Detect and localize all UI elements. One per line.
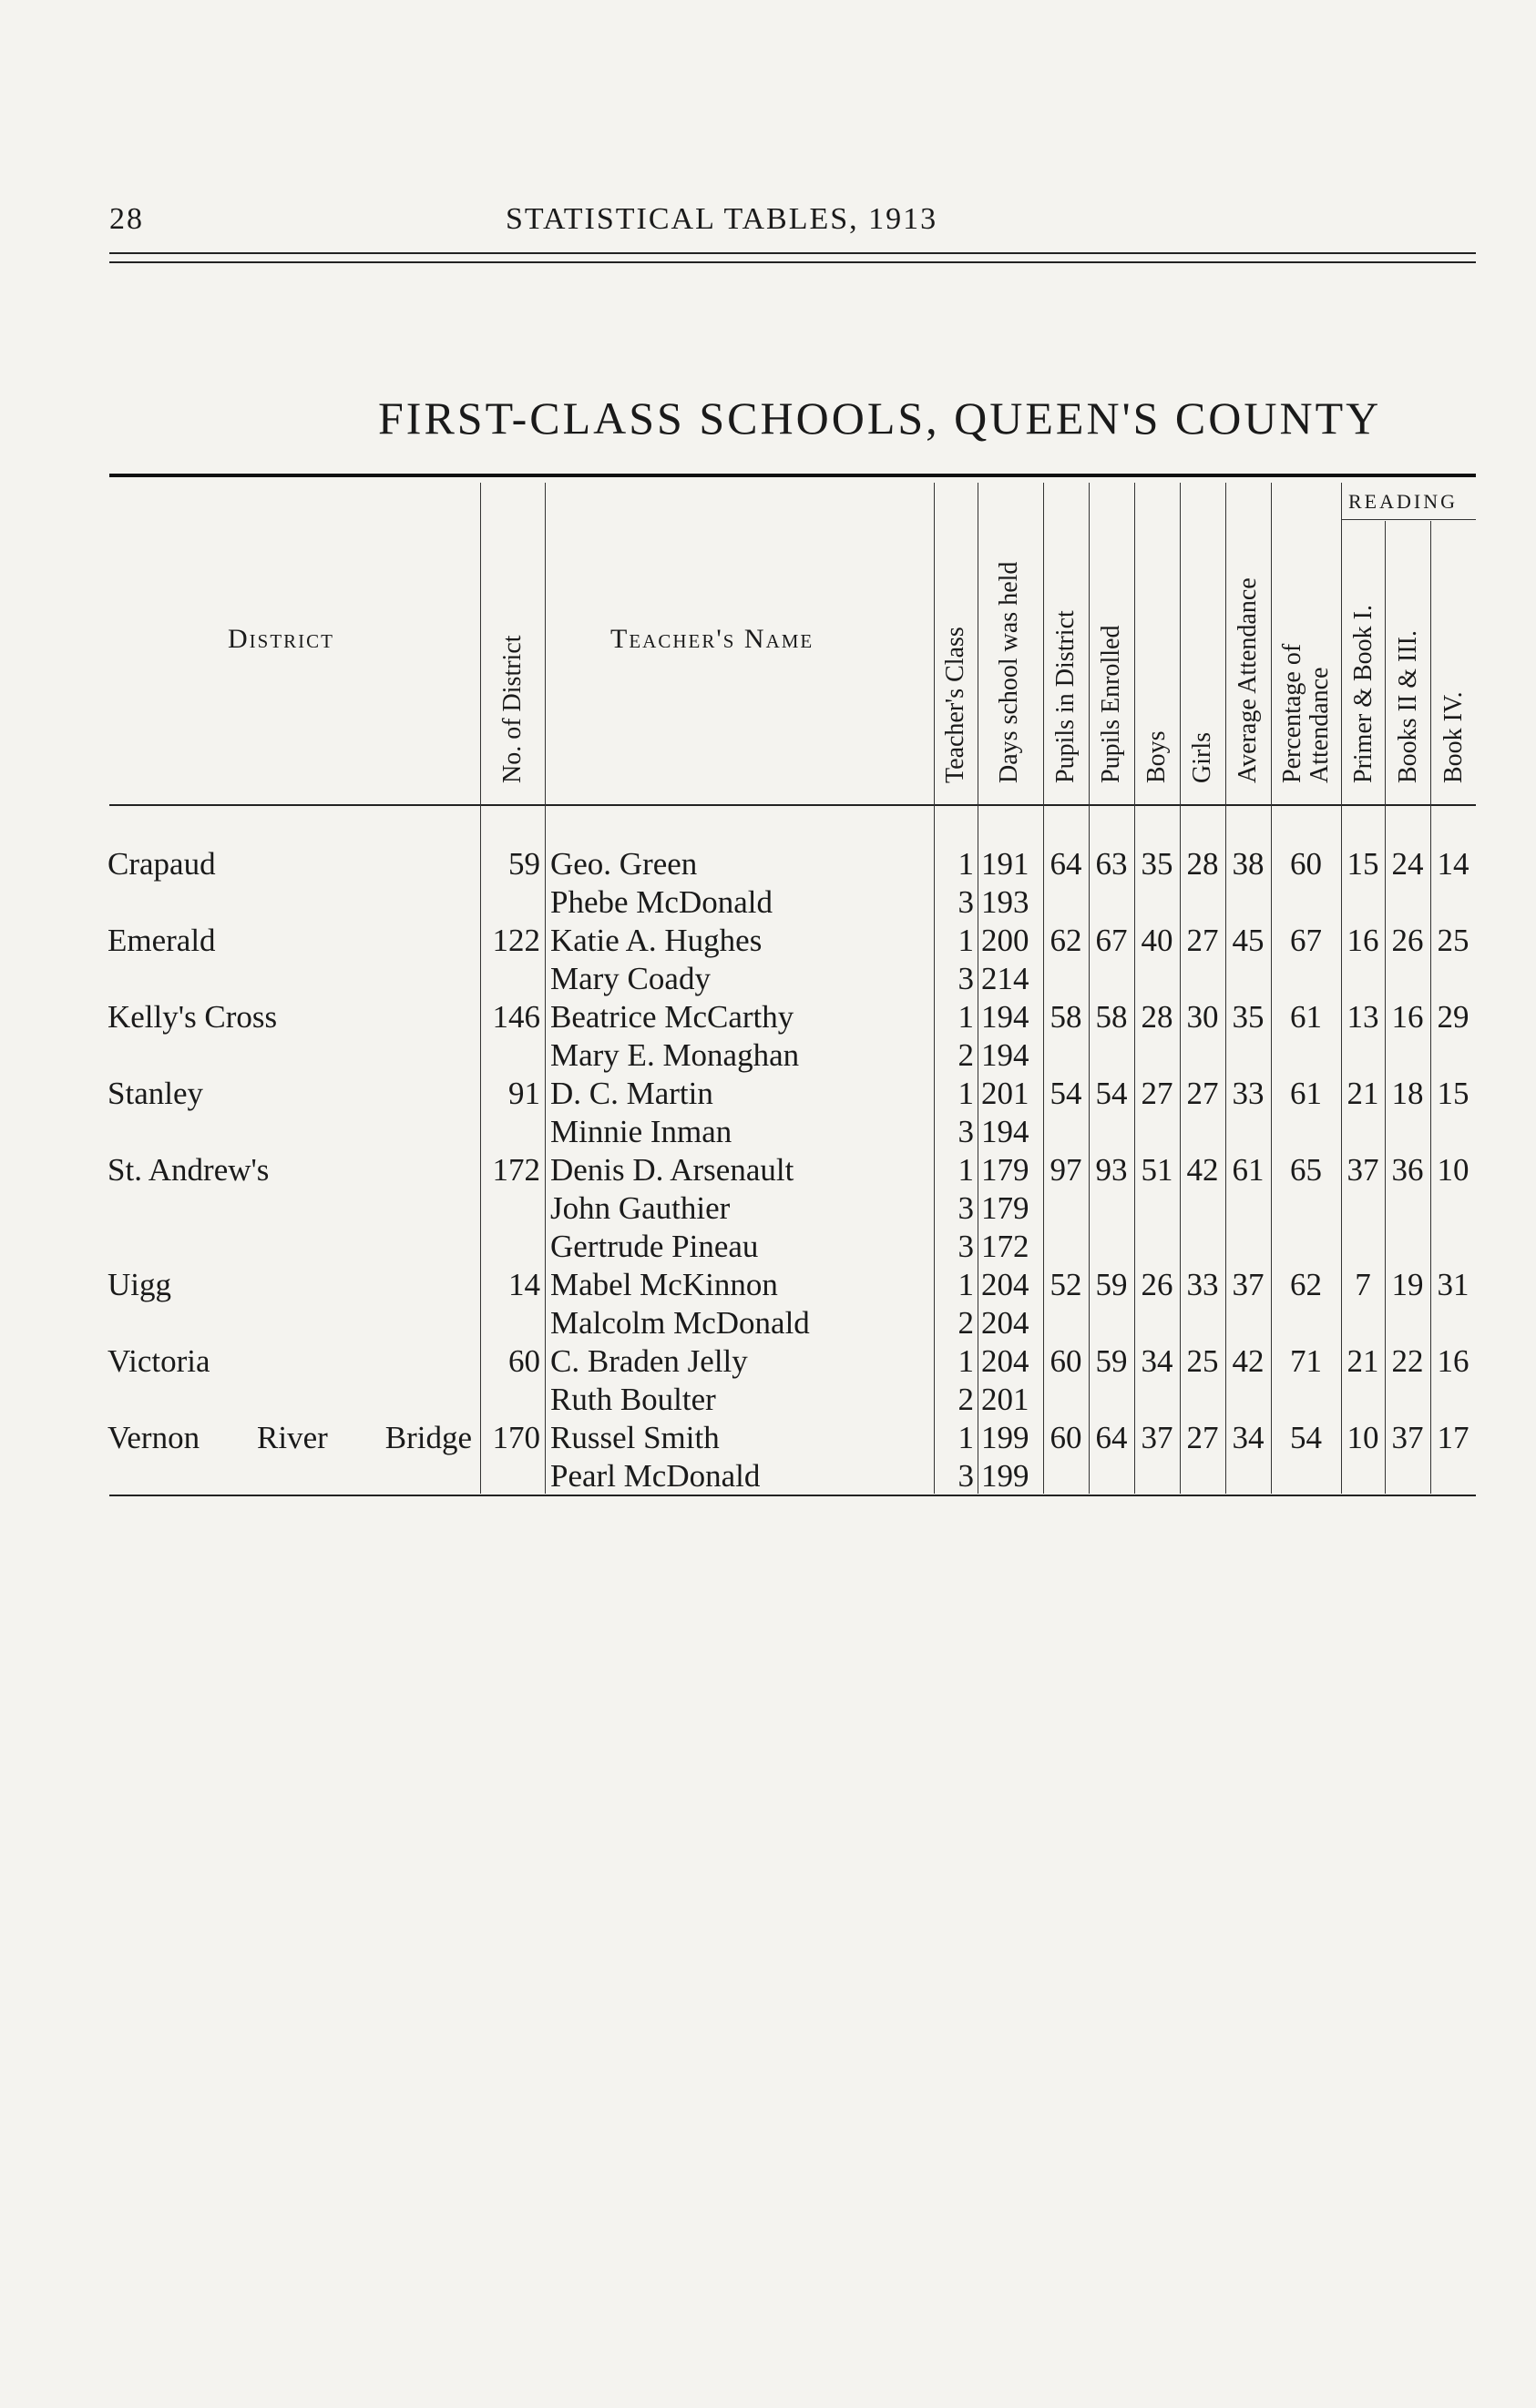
cell-book-4: 25 (1437, 923, 1469, 958)
cell-pupils-in-district: 52 (1050, 1267, 1082, 1302)
cell-teacher-class: 1 (957, 999, 974, 1035)
cell-primer-book-1: 10 (1347, 1420, 1379, 1455)
cell-days-held: 194 (981, 999, 1029, 1035)
cell-teacher-class: 3 (957, 1190, 974, 1226)
cell-teacher-name: Mary Coady (550, 961, 711, 996)
cell-boys: 26 (1141, 1267, 1173, 1302)
cell-book-4: 16 (1437, 1343, 1469, 1379)
cell-district: Uigg (108, 1267, 171, 1302)
cell-primer-book-1: 21 (1347, 1343, 1379, 1379)
header-girls: Girls (1188, 732, 1216, 783)
cell-teacher-name: D. C. Martin (550, 1076, 713, 1111)
header-teacher-class: Teacher's Class (941, 627, 969, 783)
cell-teacher-class: 1 (957, 1076, 974, 1111)
cell-pupils-enrolled: 59 (1095, 1343, 1128, 1379)
cell-district: Crapaud (108, 846, 216, 882)
cell-boys: 40 (1141, 923, 1173, 958)
cell-district: Kelly's Cross (108, 999, 278, 1035)
cell-average-attendance: 37 (1232, 1267, 1265, 1302)
cell-girls: 27 (1186, 923, 1219, 958)
cell-boys: 27 (1141, 1076, 1173, 1111)
page-number: 28 (109, 202, 144, 236)
cell-teacher-class: 1 (957, 1343, 974, 1379)
header-percentage-line1: Percentage of (1278, 643, 1306, 783)
cell-book-4: 31 (1437, 1267, 1469, 1302)
cell-books-2-3: 22 (1391, 1343, 1424, 1379)
cell-district: Emerald (108, 923, 216, 958)
running-title: STATISTICAL TABLES, 1913 (506, 202, 938, 236)
cell-teacher-class: 3 (957, 1114, 974, 1149)
cell-days-held: 201 (981, 1076, 1029, 1111)
cell-district: Vernon River Bridge (108, 1420, 472, 1455)
cell-teacher-name: C. Braden Jelly (550, 1343, 748, 1379)
cell-primer-book-1: 15 (1347, 846, 1379, 882)
cell-books-2-3: 19 (1391, 1267, 1424, 1302)
cell-primer-book-1: 16 (1347, 923, 1379, 958)
cell-girls: 42 (1186, 1152, 1219, 1188)
cell-percentage-attendance: 65 (1290, 1152, 1322, 1188)
cell-boys: 51 (1141, 1152, 1173, 1188)
cell-girls: 27 (1186, 1420, 1219, 1455)
cell-girls: 28 (1186, 846, 1219, 882)
cell-teacher-class: 1 (957, 1420, 974, 1455)
cell-no-of-district: 122 (492, 923, 540, 958)
cell-books-2-3: 18 (1391, 1076, 1424, 1111)
cell-no-of-district: 146 (492, 999, 540, 1035)
cell-days-held: 204 (981, 1267, 1029, 1302)
cell-teacher-class: 3 (957, 1229, 974, 1264)
cell-days-held: 199 (981, 1420, 1029, 1455)
cell-days-held: 199 (981, 1458, 1029, 1494)
cell-primer-book-1: 13 (1347, 999, 1379, 1035)
cell-percentage-attendance: 61 (1290, 1076, 1322, 1111)
cell-primer-book-1: 21 (1347, 1076, 1379, 1111)
cell-percentage-attendance: 67 (1290, 923, 1322, 958)
cell-book-4: 10 (1437, 1152, 1469, 1188)
cell-average-attendance: 42 (1232, 1343, 1265, 1379)
cell-teacher-name: Minnie Inman (550, 1114, 732, 1149)
cell-teacher-name: Katie A. Hughes (550, 923, 763, 958)
cell-no-of-district: 91 (508, 1076, 540, 1111)
cell-teacher-name: Russel Smith (550, 1420, 720, 1455)
cell-books-2-3: 26 (1391, 923, 1424, 958)
header-average-attendance: Average Attendance (1234, 577, 1262, 783)
cell-girls: 33 (1186, 1267, 1219, 1302)
cell-pupils-in-district: 97 (1050, 1152, 1082, 1188)
cell-pupils-enrolled: 54 (1095, 1076, 1128, 1111)
cell-district: Stanley (108, 1076, 203, 1111)
cell-boys: 37 (1141, 1420, 1173, 1455)
cell-teacher-name: John Gauthier (550, 1190, 731, 1226)
cell-days-held: 179 (981, 1152, 1029, 1188)
cell-days-held: 204 (981, 1343, 1029, 1379)
cell-no-of-district: 14 (508, 1267, 540, 1302)
cell-teacher-name: Ruth Boulter (550, 1382, 716, 1417)
cell-primer-book-1: 7 (1355, 1267, 1371, 1302)
cell-teacher-class: 3 (957, 961, 974, 996)
cell-teacher-name: Phebe McDonald (550, 884, 773, 920)
cell-days-held: 193 (981, 884, 1029, 920)
cell-teacher-class: 1 (957, 923, 974, 958)
cell-pupils-enrolled: 64 (1095, 1420, 1128, 1455)
table-title: FIRST-CLASS SCHOOLS, QUEEN'S COUNTY (378, 393, 1382, 444)
cell-teacher-class: 3 (957, 884, 974, 920)
cell-teacher-class: 2 (957, 1305, 974, 1341)
cell-average-attendance: 38 (1232, 846, 1265, 882)
header-reading: READING (1348, 490, 1458, 513)
cell-days-held: 201 (981, 1382, 1029, 1417)
cell-days-held: 204 (981, 1305, 1029, 1341)
header-primer-book-1: Primer & Book I. (1349, 605, 1377, 783)
cell-pupils-in-district: 54 (1050, 1076, 1082, 1111)
cell-percentage-attendance: 54 (1290, 1420, 1322, 1455)
header-rule-bottom (109, 261, 1476, 263)
cell-books-2-3: 24 (1391, 846, 1424, 882)
header-pupils-in-district: Pupils in District (1051, 610, 1080, 783)
cell-percentage-attendance: 71 (1290, 1343, 1322, 1379)
cell-teacher-class: 1 (957, 1152, 974, 1188)
cell-district: Victoria (108, 1343, 210, 1379)
cell-teacher-name: Gertrude Pineau (550, 1229, 759, 1264)
header-percentage-line2: Attendance (1306, 667, 1334, 783)
cell-days-held: 172 (981, 1229, 1029, 1264)
cell-teacher-class: 1 (957, 846, 974, 882)
cell-teacher-name: Pearl McDonald (550, 1458, 761, 1494)
reading-rule (1341, 519, 1476, 520)
header-boys: Boys (1142, 730, 1171, 783)
cell-average-attendance: 35 (1232, 999, 1265, 1035)
cell-primer-book-1: 37 (1347, 1152, 1379, 1188)
running-head (109, 202, 1476, 239)
cell-percentage-attendance: 62 (1290, 1267, 1322, 1302)
cell-teacher-class: 3 (957, 1458, 974, 1494)
column-rule (545, 483, 546, 1494)
cell-teacher-class: 1 (957, 1267, 974, 1302)
cell-average-attendance: 45 (1232, 923, 1265, 958)
cell-books-2-3: 16 (1391, 999, 1424, 1035)
cell-pupils-in-district: 60 (1050, 1420, 1082, 1455)
cell-pupils-enrolled: 93 (1095, 1152, 1128, 1188)
cell-days-held: 194 (981, 1114, 1029, 1149)
cell-book-4: 29 (1437, 999, 1469, 1035)
cell-days-held: 200 (981, 923, 1029, 958)
cell-teacher-name: Beatrice McCarthy (550, 999, 794, 1035)
cell-days-held: 179 (981, 1190, 1029, 1226)
cell-days-held: 191 (981, 846, 1029, 882)
cell-boys: 28 (1141, 999, 1173, 1035)
cell-girls: 27 (1186, 1076, 1219, 1111)
cell-pupils-in-district: 62 (1050, 923, 1082, 958)
cell-book-4: 17 (1437, 1420, 1469, 1455)
cell-district: St. Andrew's (108, 1152, 270, 1188)
cell-teacher-name: Mabel McKinnon (550, 1267, 778, 1302)
header-books-2-3: Books II & III. (1394, 630, 1422, 783)
cell-percentage-attendance: 61 (1290, 999, 1322, 1035)
cell-percentage-attendance: 60 (1290, 846, 1322, 882)
cell-days-held: 214 (981, 961, 1029, 996)
header-teacher-name: Teacher's Name (610, 624, 814, 654)
cell-pupils-in-district: 64 (1050, 846, 1082, 882)
cell-book-4: 15 (1437, 1076, 1469, 1111)
cell-pupils-in-district: 60 (1050, 1343, 1082, 1379)
cell-boys: 34 (1141, 1343, 1173, 1379)
cell-teacher-name: Malcolm McDonald (550, 1305, 810, 1341)
cell-average-attendance: 33 (1232, 1076, 1265, 1111)
cell-no-of-district: 170 (492, 1420, 540, 1455)
cell-boys: 35 (1141, 846, 1173, 882)
cell-pupils-in-district: 58 (1050, 999, 1082, 1035)
cell-teacher-class: 2 (957, 1037, 974, 1073)
cell-pupils-enrolled: 59 (1095, 1267, 1128, 1302)
cell-books-2-3: 37 (1391, 1420, 1424, 1455)
cell-book-4: 14 (1437, 846, 1469, 882)
header-district: District (228, 624, 334, 654)
header-rule-top (109, 252, 1476, 254)
cell-average-attendance: 34 (1232, 1420, 1265, 1455)
cell-average-attendance: 61 (1232, 1152, 1265, 1188)
table-top-rule (109, 474, 1476, 477)
header-book-4: Book IV. (1439, 691, 1468, 783)
cell-no-of-district: 60 (508, 1343, 540, 1379)
header-no-of-district: No. of District (498, 635, 527, 783)
cell-pupils-enrolled: 58 (1095, 999, 1128, 1035)
cell-teacher-class: 2 (957, 1382, 974, 1417)
header-pupils-enrolled: Pupils Enrolled (1097, 625, 1125, 783)
cell-books-2-3: 36 (1391, 1152, 1424, 1188)
cell-no-of-district: 59 (508, 846, 540, 882)
cell-no-of-district: 172 (492, 1152, 540, 1188)
cell-girls: 25 (1186, 1343, 1219, 1379)
cell-girls: 30 (1186, 999, 1219, 1035)
cell-pupils-enrolled: 67 (1095, 923, 1128, 958)
header-days-held: Days school was held (995, 561, 1023, 783)
cell-pupils-enrolled: 63 (1095, 846, 1128, 882)
cell-teacher-name: Geo. Green (550, 846, 698, 882)
cell-teacher-name: Denis D. Arsenault (550, 1152, 794, 1188)
cell-teacher-name: Mary E. Monaghan (550, 1037, 800, 1073)
cell-days-held: 194 (981, 1037, 1029, 1073)
